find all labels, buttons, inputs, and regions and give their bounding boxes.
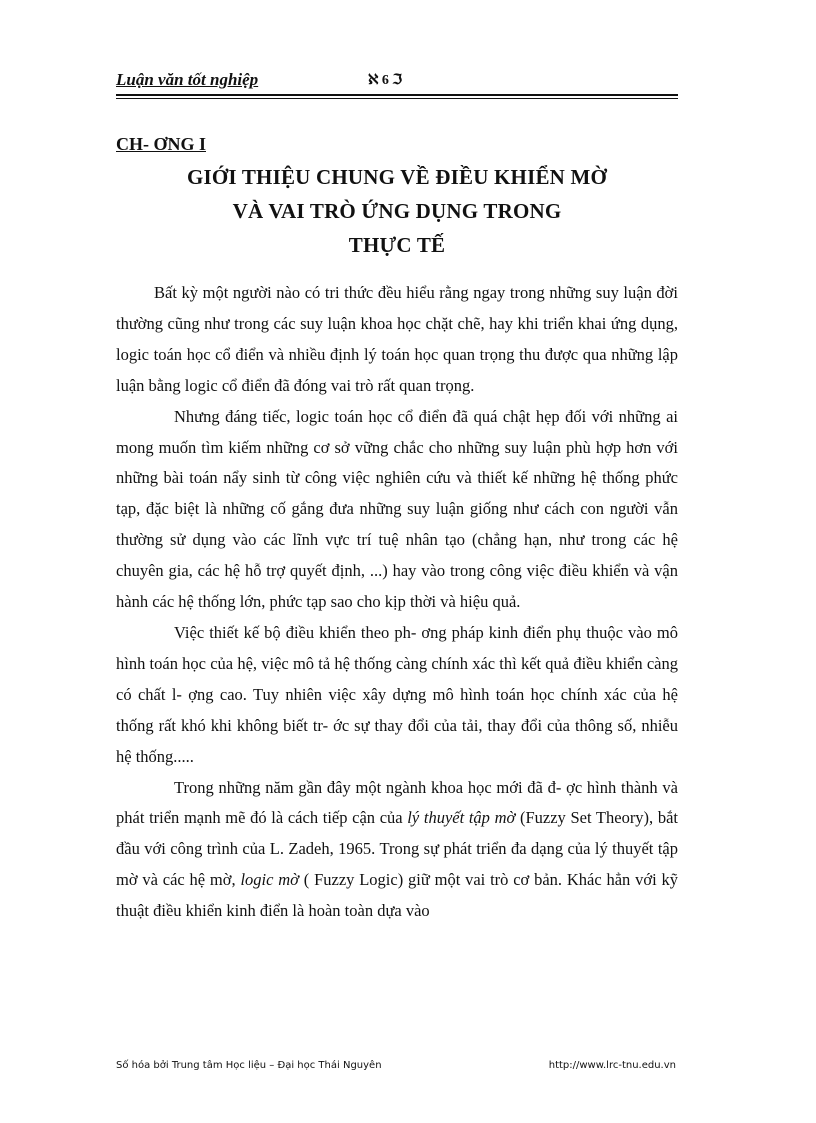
paragraph-text: Nhưng đáng tiếc, logic toán học cổ điển đã quá chật hẹp đối với những ai mong muốn tìm kiếm những cơ sở vững chắc cho những suy luận phù hợp hơn với những bài toán nẩy sinh từ công việc nghiên cứu và thiết kế những hệ thống phức tạp, đặc biệt là những cố gắng đưa những suy luận giống như cách con người vẫn thường sử dụng vào các lĩnh vực trí tuệ nhân tạo (chẳng hạn, như trong các hệ chuyên gia, các hệ hỗ trợ quyết định, ...) hay vào trong công việc điều khiển và vận hành các hệ thống lớn, phức tạp sao cho kịp thời và hiệu quả. [116,406,678,612]
term-fuzzy-logic: logic mờ [240,870,299,890]
body-text [116,278,678,927]
paragraph [116,773,678,928]
chapter-title-line: VÀ VAI TRÒ ỨNG DỤNG TRONG [232,199,562,223]
paragraph-text: ( Fuzzy Logic) giữ một vai trò cơ bản. Khác hẳn với kỹ thuật điều khiển kinh điển là hoàn toàn dựa vào [116,870,678,921]
paragraph-text: Trong những năm gần đây một ngành khoa học mới đã đ- ợc hình thành và phát triển mạnh mẽ đó là cách tiếp cận của [116,777,678,828]
page-number: ℵ 6 ℑ [368,73,403,88]
term-fuzzy-set-theory: lý thuyết tập mờ [407,808,516,828]
paragraph-text: Việc thiết kế bộ điều khiển theo ph- ơng pháp kinh điển phụ thuộc vào mô hình toán học của hệ, việc mô tả hệ thống càng chính xác thì kết quả điều khiển càng có chất l- ợng cao. Tuy nhiên việc xây dựng mô hình toán học chính xác của hệ thống rất khó khi không biết tr- ớc sự thay đổi của tải, thay đổi của thông số, nhiễu hệ thống..... [116,622,678,766]
chapter-title [116,160,678,262]
paragraph-text: Bất kỳ một người nào có tri thức đều hiểu rằng ngay trong những suy luận đời thường cũng như trong các suy luận khoa học chặt chẽ, hay khi triển khai ứng dụng, logic toán học cổ điển và nhiều định lý toán học quan trọng thu được qua những lập luận bằng logic cổ điển đã đóng vai trò rất quan trọng. [116,283,678,395]
chapter-title-line: THỰC TẾ [348,233,446,257]
chapter-label: CH- ƠNG I [116,134,206,154]
header-rule-thin [116,98,678,99]
paragraph-text: (Fuzzy Set Theory), bắt đầu với công trình của L. Zadeh, 1965. Trong sự phát triển đa dạng của lý thuyết tập mờ và các hệ mờ, [116,808,679,890]
header-title: Luận văn tốt nghiệp [116,70,259,89]
page-header [116,70,678,92]
paragraph [116,402,678,618]
paragraph [116,278,678,402]
footer-url[interactable]: http://www.lrc-tnu.edu.vn [548,1060,676,1071]
footer-source: Số hóa bởi Trung tâm Học liệu – Đại học Thái Nguyên [116,1060,382,1071]
header-rule [116,94,678,96]
chapter-title-line: GIỚI THIỆU CHUNG VỀ ĐIỀU KHIỂN MỜ [186,165,608,189]
paragraph [116,618,678,773]
